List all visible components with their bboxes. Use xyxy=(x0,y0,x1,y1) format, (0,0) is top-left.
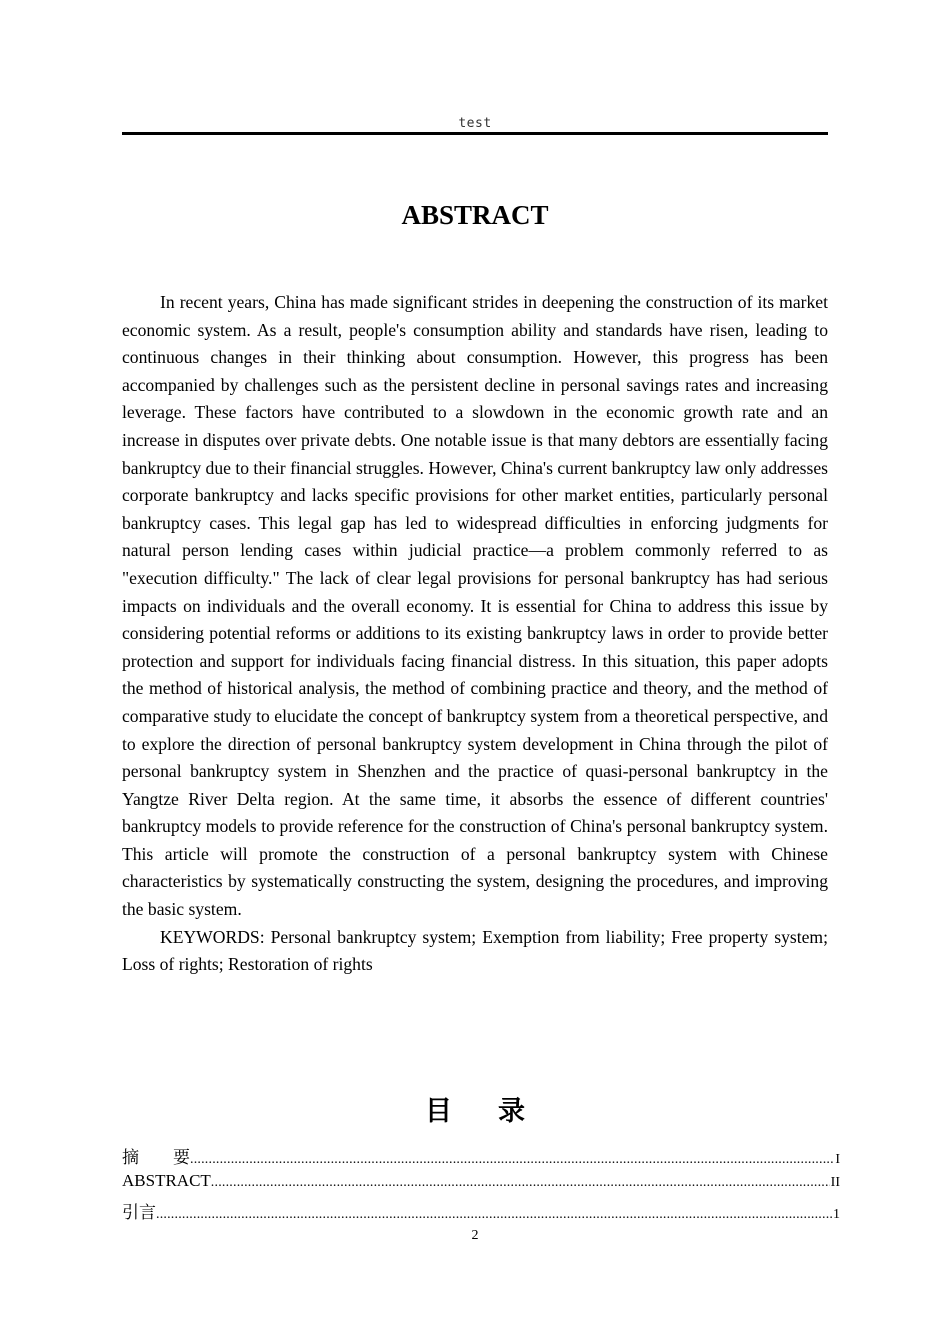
toc-dot-leader xyxy=(190,1152,834,1168)
toc-entry-label: 引言 xyxy=(122,1203,156,1223)
toc-entry-label: ABSTRACT xyxy=(122,1170,211,1190)
toc-entry-page: I xyxy=(835,1152,840,1167)
keywords-paragraph: KEYWORDS: Personal bankruptcy system; Exemption from liability; Free property system; Loss of rights; Restoration of rights xyxy=(122,926,828,975)
page-number: 2 xyxy=(471,1228,479,1243)
toc-entry-page: II xyxy=(830,1174,840,1190)
header-rule xyxy=(122,132,828,135)
table-of-contents xyxy=(122,1143,840,1226)
toc-entry-introduction[interactable] xyxy=(122,1198,840,1226)
abstract-paragraph: In recent years, China has made significant strides in deepening the construction of its market economic system. As a result, people's consumption ability and standards have risen, leading to continuous changes in their thinking about consumption. However, this progress has been accompanied by challenges such as the persistent decline in personal savings rates and increasing leverage. These factors have contributed to a slowdown in the economic growth rate and an increase in disputes over private debts. One notable issue is that many debtors are essentially facing bankruptcy due to their financial struggles. However, China's current bankruptcy law only addresses corporate bankruptcy and lacks specific provisions for other market entities, particularly personal bankruptcy cases. This legal gap has led to widespread difficulties in enforcing judgments for natural person lending cases within judicial practice—a problem commonly referred to as "execution difficulty." The lack of clear legal provisions for personal bankruptcy has had serious impacts on individuals and the overall economy. It is essential for China to address this issue by considering potential reforms or additions to its existing bankruptcy laws in order to provide better protection and support for individuals facing financial distress. In this situation, this paper adopts the method of historical analysis, the method of combining practice and theory, and the method of comparative study to elucidate the concept of bankruptcy system from a theoretical perspective, and to explore the direction of personal bankruptcy system development in China through the pilot of personal bankruptcy system in Shenzhen and the practice of quasi-personal bankruptcy in the Yangtze River Delta region. At the same time, it absorbs the essence of different countries' bankruptcy models to provide reference for the construction of China's personal bankruptcy system. This article will promote the construction of a personal bankruptcy system with Chinese characteristics by systematically constructing the system, designing the procedures, and improving the basic system. xyxy=(122,292,829,920)
running-header: test xyxy=(458,116,492,131)
toc-title xyxy=(122,1089,828,1128)
toc-entry-page: 1 xyxy=(833,1207,840,1222)
toc-title-char-1: 目 xyxy=(425,1096,452,1127)
toc-dot-leader xyxy=(211,1175,830,1191)
toc-entry-abstract[interactable] xyxy=(122,1171,840,1199)
toc-entry-label: 摘 要 xyxy=(122,1148,190,1168)
abstract-body xyxy=(122,289,828,979)
abstract-title: ABSTRACT xyxy=(401,200,549,230)
toc-dot-leader xyxy=(156,1207,832,1223)
toc-title-char-2: 录 xyxy=(498,1096,525,1127)
toc-entry-summary[interactable] xyxy=(122,1143,840,1171)
